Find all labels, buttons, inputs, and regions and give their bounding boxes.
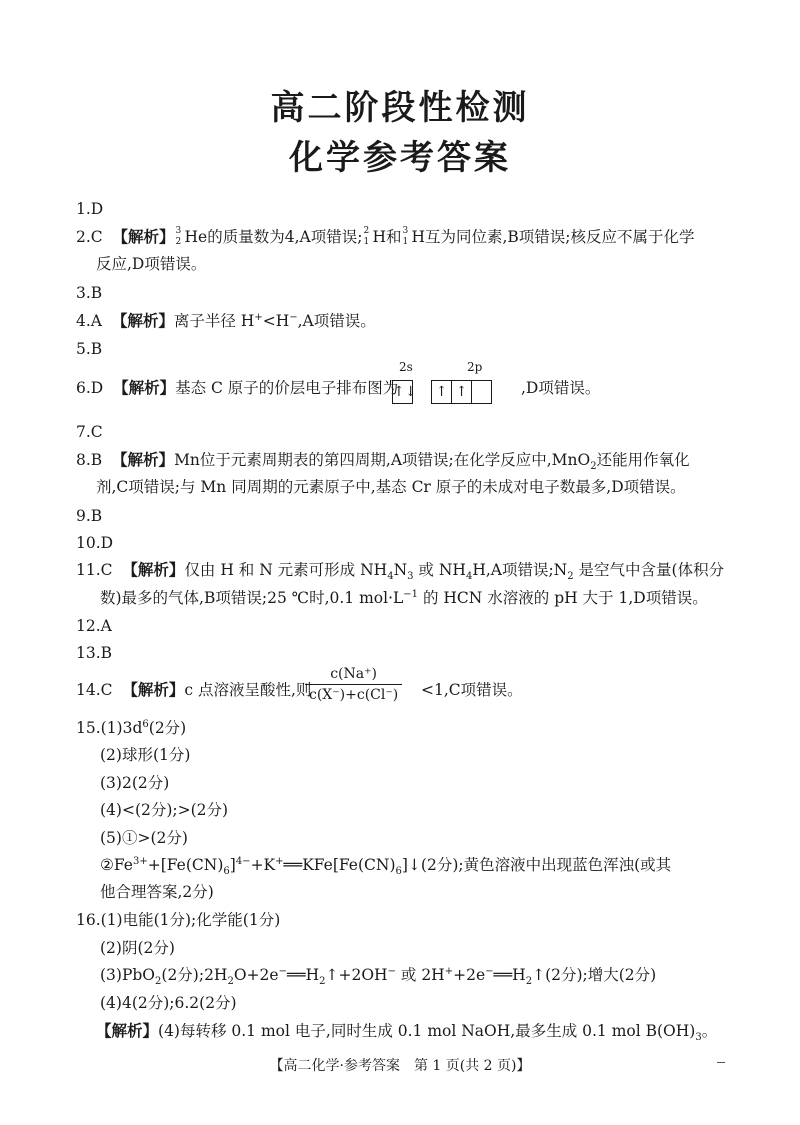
analysis-tag: 【解析】	[96, 1022, 159, 1040]
analysis-tag: 【解析】	[112, 451, 175, 469]
answer-2: 2.C 【解析】 3 2 He的质量数为4,A项错误; 2 1 H和 3 1 H互为同位素,B项错误;核反应不属于化学	[76, 226, 695, 247]
answer-2-continued: 反应,D项错误。	[96, 255, 207, 273]
answer-16-analysis: 【解析】(4)每转移 0.1 mol 电子,同时生成 0.1 mol NaOH,最多生成 0.1 mol $B(OH)_3$。	[96, 1022, 718, 1044]
fraction-denominator: c(X⁻)+c(Cl⁻)	[309, 687, 399, 703]
answer-15-part5: (5)①>(2分)	[100, 829, 188, 847]
orbital-label-2p: 2p	[467, 360, 483, 374]
orbital-cell	[472, 381, 491, 403]
answer-16-part2: (2)阴(2分)	[100, 939, 175, 957]
answer-number: 8.B	[76, 451, 103, 469]
answer-8-continued: 剂,C项错误;与 Mn 同周期的元素原子中,基态 Cr 原子的未成对电子数最多,D项错误。	[96, 478, 686, 496]
answer-7: 7.C	[76, 423, 103, 441]
answer-6: 6.D 【解析】基态 C 原子的价层电子排布图为	[76, 379, 399, 397]
answer-14: 14.C 【解析】c 点溶液呈酸性,则	[76, 681, 312, 699]
answer-15-part1: $15.(1)3d^6(2$分)	[76, 718, 187, 737]
analysis-tag: 【解析】	[122, 681, 185, 699]
answer-9: 9.B	[76, 507, 103, 525]
answer-15-equation: $②Fe^{3+}+[Fe(CN)_6]^{4-}+K^+══KFe[Fe(CN)_6]↓(2$分);黄色溶液中出现蓝色浑浊(或其	[100, 855, 672, 878]
answer-15-continued: 他合理答案,2分)	[100, 883, 214, 901]
answer-8: 8.B 【解析】Mn位于元素周期表的第四周期,A项错误;在化学反应中,MnO$_2$还能用作氧化	[76, 451, 690, 473]
analysis-tag: 【解析】	[112, 228, 175, 246]
footer-mark	[717, 1062, 725, 1063]
answer-number: 4.A	[76, 312, 102, 330]
isotope-notation: 3 1	[402, 226, 409, 247]
orbital-label-2s: 2s	[399, 360, 413, 374]
document-title: 高二阶段性检测	[270, 88, 530, 128]
page-footer: 【高二化学·参考答案 第 1 页(共 2 页)】	[269, 1058, 531, 1074]
orbital-cell: ↑	[452, 381, 472, 403]
isotope-notation: 3 2	[175, 226, 182, 247]
answer-16-part3: (3)PbO$_2$(2分)$;2H_2O+2e^-══H_2↑+2OH^-$ 或 $2H^++2e^-══H_2↑(2$分);增大(2分)	[100, 965, 657, 988]
answer-15-part2: (2)球形(1分)	[100, 746, 191, 764]
isotope-notation: 2 1	[363, 226, 370, 247]
answer-number: 14.C	[76, 681, 113, 699]
answer-12: 12.A	[76, 617, 112, 635]
answer-number: 2.C	[76, 228, 103, 246]
fraction-numerator: c(Na⁺)	[305, 666, 402, 685]
answer-1: 1.D	[76, 200, 104, 218]
answer-15-part4: (4)<(2分);>(2分)	[100, 801, 229, 819]
answer-5: 5.B	[76, 340, 103, 358]
answer-14-tail: <1,C项错误。	[421, 681, 523, 699]
answer-16-part4: (4)4(2分);6.2(2分)	[100, 994, 237, 1012]
answer-11: 11.C 【解析】仅由 H 和 N 元素可形成 $NH_4N_3$ 或 $NH_4H,A$项错误$;N_2$ 是空气中含量(体积分	[76, 561, 725, 583]
analysis-tag: 【解析】	[113, 379, 176, 397]
answer-number: 6.D	[76, 379, 104, 397]
analysis-tag: 【解析】	[111, 312, 174, 330]
answer-10: 10.D	[76, 534, 114, 552]
document-subtitle: 化学参考答案	[289, 138, 511, 178]
answer-3: 3.B	[76, 284, 103, 302]
orbital-box-2p	[431, 380, 492, 404]
answer-4: 4.A 【解析】离子半径 H+<H−,A项错误。	[76, 311, 376, 330]
answer-16-part1: 16.(1)电能(1分);化学能(1分)	[76, 911, 281, 929]
orbital-box-2s	[392, 380, 417, 404]
concentration-fraction	[305, 666, 402, 703]
analysis-tag: 【解析】	[122, 561, 185, 579]
answer-11-continued: 数)最多的气体,B项错误;25 ℃时,0.1 $mol\cdot L^{-1}$ 的 HCN 水溶液的 pH 大于 1,D项错误。	[100, 588, 708, 607]
orbital-cell: ↑	[432, 381, 452, 403]
answer-13: 13.B	[76, 644, 113, 662]
orbital-cell: ↑↓	[393, 384, 417, 400]
answer-6-tail: ,D项错误。	[521, 379, 601, 397]
answer-15-part3: (3)2(2分)	[100, 774, 170, 792]
answer-number: 11.C	[76, 561, 113, 579]
